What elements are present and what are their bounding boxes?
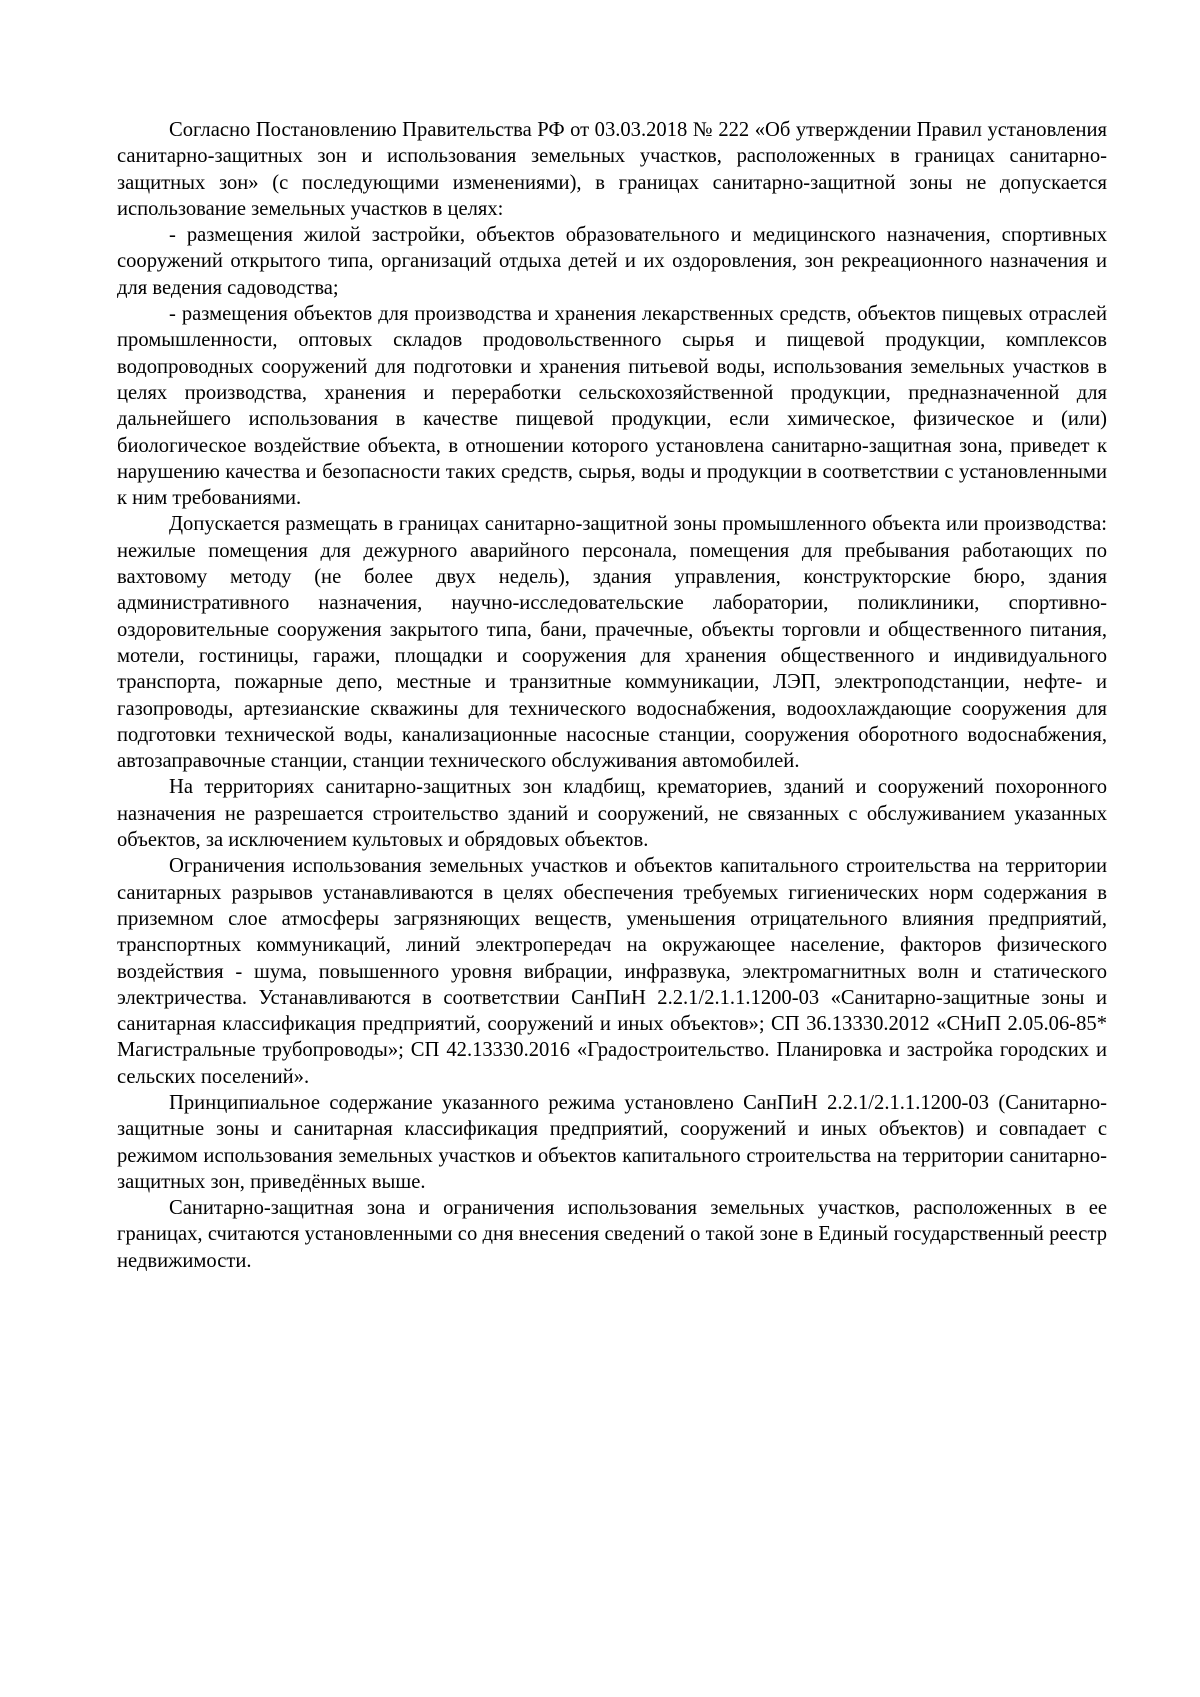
paragraph-restriction-residential: - размещения жилой застройки, объектов образовательного и медицинского назначения, спортивных сооружений открытого типа, организаций отдыха детей и их оздоровления, зон рекреационного назначения и для ведения садоводства;: [117, 224, 1107, 299]
document-page: [117, 117, 1107, 1274]
paragraph-sanitary-gaps: Ограничения использования земельных участков и объектов капитального строительства на территории санитарных разрывов устанавливаются в целях обеспечения требуемых гигиенических норм содержания в приземном слое атмосферы загрязняющих веществ, уменьшения отрицательного влияния предприятий, транспортных коммуникаций, линий электропередач на окружающее население, факторов физического воздействия - шума, повышенного уровня вибрации, инфразвука, электромагнитных волн и статического электричества. Устанавливаются в соответствии СанПиН 2.2.1/2.1.1.1200-03 «Санитарно-защитные зоны и санитарная классификация предприятий, сооружений и иных объектов»; СП 36.13330.2012 «СНиП 2.05.06-85* Магистральные трубопроводы»; СП 42.13330.2016 «Градостроительство. Планировка и застройка городских и сельских поселений».: [117, 855, 1107, 1088]
paragraph-legal-basis: Согласно Постановлению Правительства РФ от 03.03.2018 № 222 «Об утверждении Правил установления санитарно-защитных зон и использования земельных участков, расположенных в границах санитарно-защитных зон» (с последующими изменениями), в границах санитарно-защитной зоны не допускается использование земельных участков в целях:: [117, 119, 1107, 220]
paragraph-zone-establishment: Санитарно-защитная зона и ограничения использования земельных участков, расположенных в ее границах, считаются установленными со дня внесения сведений о такой зоне в Единый государственный реестр недвижимости.: [117, 1197, 1107, 1272]
paragraph-permitted-objects: Допускается размещать в границах санитарно-защитной зоны промышленного объекта или производства: нежилые помещения для дежурного аварийного персонала, помещения для пребывания работающих по вахтовому методу (не более двух недель), здания управления, конструкторские бюро, здания административного назначения, научно-исследовательские лаборатории, поликлиники, спортивно-оздоровительные сооружения закрытого типа, бани, прачечные, объекты торговли и общественного питания, мотели, гостиницы, гаражи, площадки и сооружения для хранения общественного и индивидуального транспорта, пожарные депо, местные и транзитные коммуникации, ЛЭП, электроподстанции, нефте- и газопроводы, артезианские скважины для технического водоснабжения, водоохлаждающие сооружения для подготовки технической воды, канализационные насосные станции, сооружения оборотного водоснабжения, автозаправочные станции, станции технического обслуживания автомобилей.: [117, 513, 1107, 773]
paragraph-cemetery-zones: На территориях санитарно-защитных зон кладбищ, крематориев, зданий и сооружений похоронного назначения не разрешается строительство зданий и сооружений, не связанных с обслуживанием указанных объектов, за исключением культовых и обрядовых объектов.: [117, 776, 1107, 852]
paragraph-sanpin-regime: Принципиальное содержание указанного режима установлено СанПиН 2.2.1/2.1.1.1200-03 (Санитарно-защитные зоны и санитарная классификация предприятий, сооружений и иных объектов) и совпадает с режимом использования земельных участков и объектов капитального строительства на территории санитарно-защитных зон, приведённых выше.: [117, 1091, 1107, 1193]
paragraph-restriction-production: - размещения объектов для производства и хранения лекарственных средств, объектов пищевых отраслей промышленности, оптовых складов продовольственного сырья и пищевой продукции, комплексов водопроводных сооружений для подготовки и хранения питьевой воды, использования земельных участков в целях производства, хранения и переработки сельскохозяйственной продукции, предназначенной для дальнейшего использования в качестве пищевой продукции, если химическое, физическое и (или) биологическое воздействие объекта, в отношении которого установлена санитарно-защитная зона, приведет к нарушению качества и безопасности таких средств, сырья, воды и продукции в соответствии с установленными к ним требованиями.: [117, 303, 1107, 510]
